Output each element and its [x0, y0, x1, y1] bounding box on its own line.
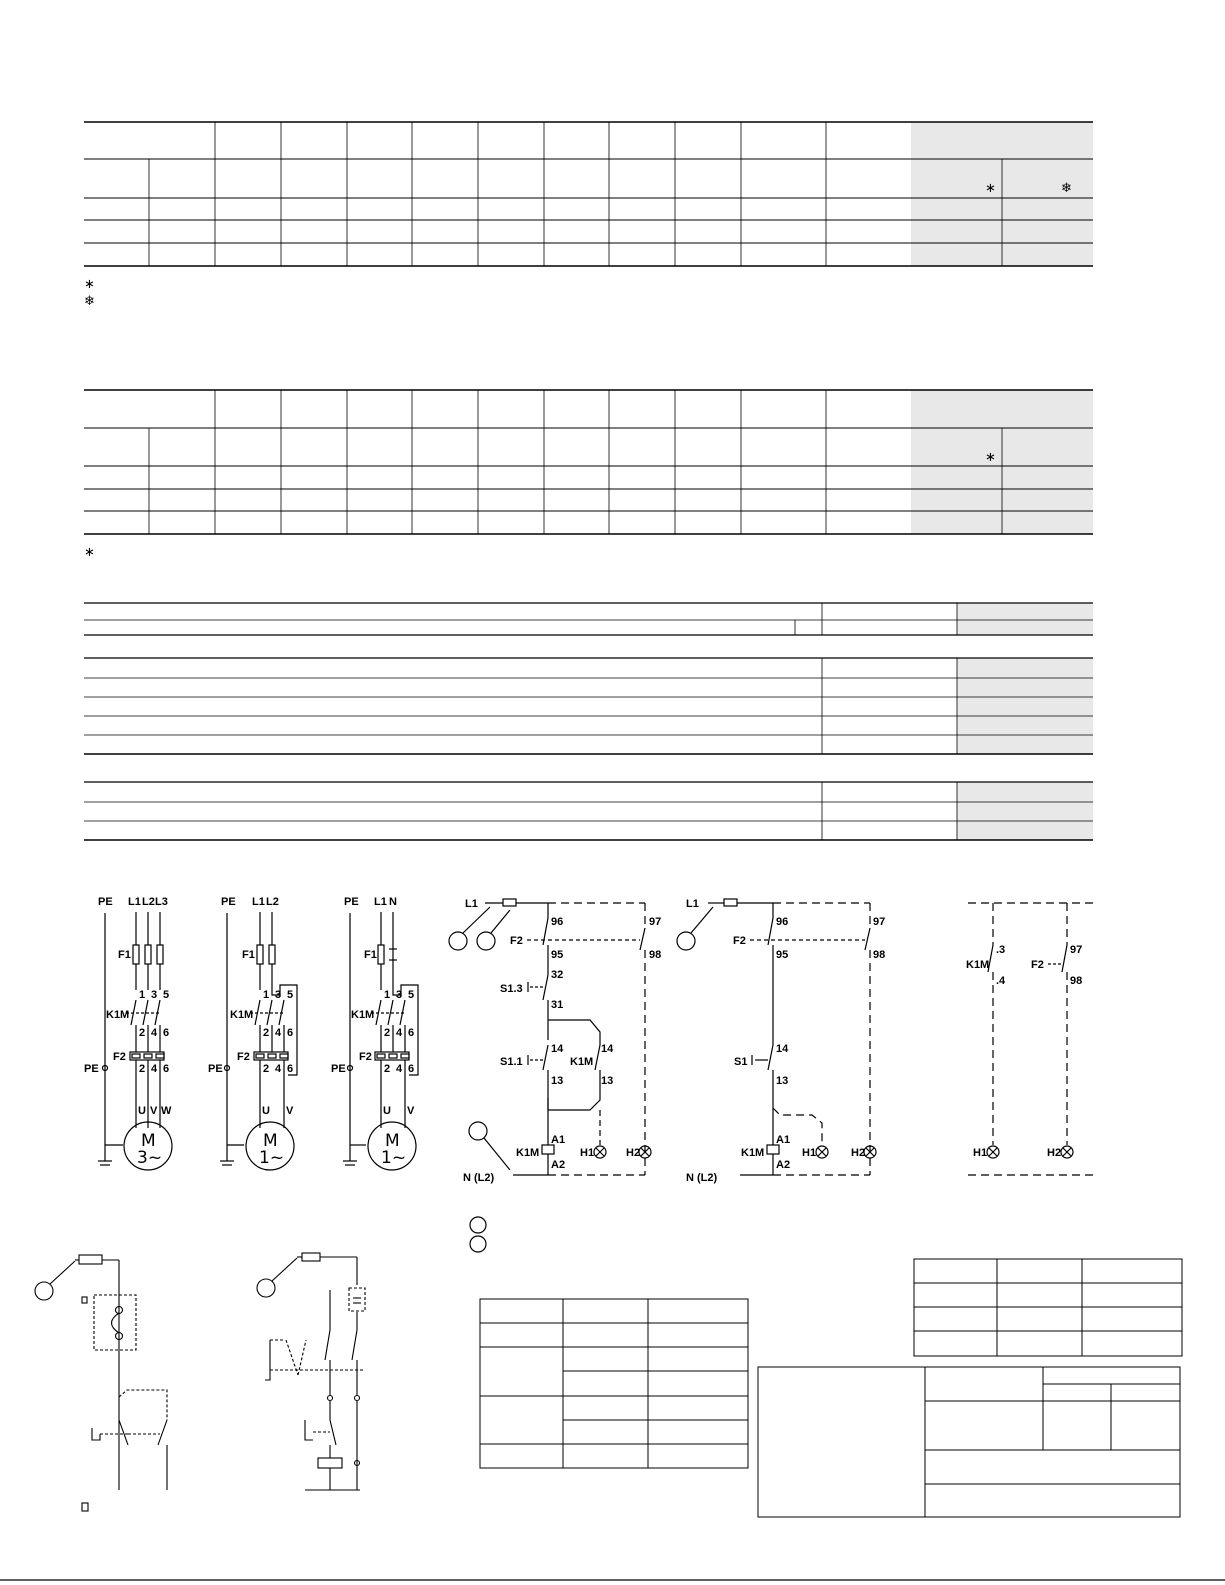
d3-k1m-label: K1M [351, 1009, 375, 1021]
d2-motor-m: M [263, 1131, 278, 1151]
power-circuit-3phase [84, 896, 172, 1170]
d2-pe-label: PE [221, 896, 236, 908]
d5-t14-label: 14 [776, 1043, 789, 1055]
d2-t6b-label: 6 [287, 1063, 294, 1075]
d4-a2-label: A2 [551, 1159, 566, 1171]
footnote-star-mark: ∗ [84, 277, 95, 292]
d1-pe2-label: PE [84, 1063, 99, 1075]
detail-diagram-1 [35, 1255, 167, 1511]
d6-k1m-label: K1M [966, 959, 990, 971]
d6-dot4-label: .4 [996, 975, 1006, 987]
d3-motor-phase: 1~ [381, 1148, 407, 1168]
bottom-table-left [480, 1299, 748, 1468]
d6-h2-label: H2 [1047, 1147, 1062, 1159]
table1-star-mark: ∗ [985, 181, 996, 196]
d4-a1-label: A1 [551, 1134, 566, 1146]
d1-v-label: V [150, 1105, 158, 1117]
table1-snowflake-mark: ❄ [1061, 181, 1072, 196]
d2-f2-label: F2 [237, 1051, 250, 1063]
d3-t4b-label: 4 [396, 1063, 403, 1075]
d2-v-label: V [286, 1105, 294, 1117]
d1-pe-label: PE [98, 896, 113, 908]
d2-k1m-label: K1M [230, 1009, 254, 1021]
power-circuit-1phase-l1n [331, 896, 418, 1170]
bottom-table-right [914, 1259, 1182, 1356]
d1-t2b-label: 2 [139, 1063, 146, 1075]
d2-pe2-label: PE [208, 1063, 223, 1075]
power-circuit-1phase-l1l2 [208, 896, 297, 1170]
table2-star-mark: ∗ [985, 450, 996, 465]
d4-t32-label: 32 [551, 969, 564, 981]
d4-s13-label: S1.3 [500, 983, 523, 995]
d5-t13-label: 13 [776, 1075, 789, 1087]
accessory-table-1 [84, 603, 1093, 635]
d5-t96-label: 96 [776, 916, 789, 928]
d5-t98-label: 98 [873, 949, 886, 961]
d4-t95-label: 95 [551, 949, 564, 961]
d4-t96-label: 96 [551, 916, 564, 928]
d3-n-label: N [389, 896, 397, 908]
d2-t5-label: 5 [287, 989, 294, 1001]
d3-f1-label: F1 [364, 949, 377, 961]
d5-a1-label: A1 [776, 1134, 791, 1146]
d4-t31-label: 31 [551, 999, 564, 1011]
d2-t1-label: 1 [263, 989, 270, 1001]
legend-markers [470, 1217, 486, 1252]
d3-u-label: U [383, 1105, 391, 1117]
d5-a2-label: A2 [776, 1159, 791, 1171]
d4-t97-label: 97 [649, 916, 662, 928]
d1-l3-label: L3 [155, 896, 168, 908]
d2-t4b-label: 4 [275, 1063, 282, 1075]
d3-t6-label: 6 [408, 1027, 415, 1039]
d6-t98-label: 98 [1070, 975, 1083, 987]
d3-l1-label: L1 [374, 896, 387, 908]
d2-l2-label: L2 [266, 896, 279, 908]
d5-h1-label: H1 [802, 1147, 817, 1159]
d5-n-l2-label: N (L2) [686, 1172, 718, 1184]
d4-n-l2-label: N (L2) [463, 1172, 495, 1184]
d5-h2-label: H2 [851, 1147, 866, 1159]
spec-table-1 [84, 122, 1093, 266]
d1-t6b-label: 6 [163, 1063, 170, 1075]
title-block [758, 1367, 1180, 1517]
d5-t95-label: 95 [776, 949, 789, 961]
d2-motor-phase: 1~ [259, 1148, 285, 1168]
d4-t98-label: 98 [649, 949, 662, 961]
d2-t2b-label: 2 [263, 1063, 270, 1075]
d6-f2-label: F2 [1031, 959, 1044, 971]
d4-k1m-coil-label: K1M [516, 1147, 540, 1159]
footnote-snowflake-mark: ❄ [84, 294, 95, 309]
accessory-table-3 [84, 782, 1093, 840]
d3-t2-label: 2 [384, 1027, 391, 1039]
d5-f2-label: F2 [733, 935, 746, 947]
d3-pe2-label: PE [331, 1063, 346, 1075]
d6-h1-label: H1 [973, 1147, 988, 1159]
d5-l1-label: L1 [686, 898, 699, 910]
d3-t3-label: 3 [396, 989, 403, 1001]
d2-l1-label: L1 [252, 896, 265, 908]
d5-t97-label: 97 [873, 916, 886, 928]
d1-t2-label: 2 [139, 1027, 146, 1039]
d4-t14-label: 14 [551, 1043, 564, 1055]
d2-t2-label: 2 [263, 1027, 270, 1039]
d2-t3-label: 3 [275, 989, 282, 1001]
d4-t13b-label: 13 [601, 1075, 614, 1087]
d1-t1-label: 1 [139, 989, 146, 1001]
d1-t3-label: 3 [151, 989, 158, 1001]
control-circuit-s1-simple [677, 898, 885, 1184]
d3-t5-label: 5 [408, 989, 415, 1001]
d2-u-label: U [262, 1105, 270, 1117]
d3-motor-m: M [385, 1131, 400, 1151]
d4-k1m-label: K1M [570, 1056, 594, 1068]
d4-f2-label: F2 [510, 935, 523, 947]
d3-v-label: V [407, 1105, 415, 1117]
d2-t6-label: 6 [287, 1027, 294, 1039]
d2-f1-label: F1 [242, 949, 255, 961]
d4-s11-label: S1.1 [500, 1056, 523, 1068]
d4-h2-label: H2 [626, 1147, 641, 1159]
d1-motor-m: M [141, 1131, 156, 1151]
d3-t6b-label: 6 [408, 1063, 415, 1075]
d3-t1-label: 1 [384, 989, 391, 1001]
d3-pe-label: PE [344, 896, 359, 908]
d6-dot3-label: .3 [996, 944, 1006, 956]
d5-s1-label: S1 [734, 1056, 748, 1068]
detail-diagram-2 [257, 1253, 365, 1490]
d2-t4-label: 4 [275, 1027, 282, 1039]
d4-l1-label: L1 [465, 898, 478, 910]
spec-table-2 [84, 390, 1093, 534]
d5-k1m-coil-label: K1M [741, 1147, 765, 1159]
d1-t6-label: 6 [163, 1027, 170, 1039]
d4-t14b-label: 14 [601, 1043, 614, 1055]
indicator-circuit [966, 903, 1093, 1175]
d1-t5-label: 5 [163, 989, 170, 1001]
d1-f1-label: F1 [118, 949, 131, 961]
d1-motor-phase: 3~ [137, 1148, 163, 1168]
d1-w-label: W [161, 1105, 172, 1117]
footnote2-star-mark: ∗ [84, 545, 95, 560]
d3-t2b-label: 2 [384, 1063, 391, 1075]
control-circuit-s1 [449, 898, 661, 1184]
d1-k1m-label: K1M [106, 1009, 130, 1021]
d1-t4b-label: 4 [151, 1063, 158, 1075]
d3-f2-label: F2 [359, 1051, 372, 1063]
d1-f2-label: F2 [113, 1051, 126, 1063]
d3-t4-label: 4 [396, 1027, 403, 1039]
d1-u-label: U [138, 1105, 146, 1117]
d1-t4-label: 4 [151, 1027, 158, 1039]
d6-t97-label: 97 [1070, 944, 1083, 956]
d1-l2-label: L2 [142, 896, 155, 908]
d4-t13-label: 13 [551, 1075, 564, 1087]
d1-l1-label: L1 [128, 896, 141, 908]
d4-h1-label: H1 [580, 1147, 595, 1159]
accessory-table-2 [84, 658, 1093, 754]
